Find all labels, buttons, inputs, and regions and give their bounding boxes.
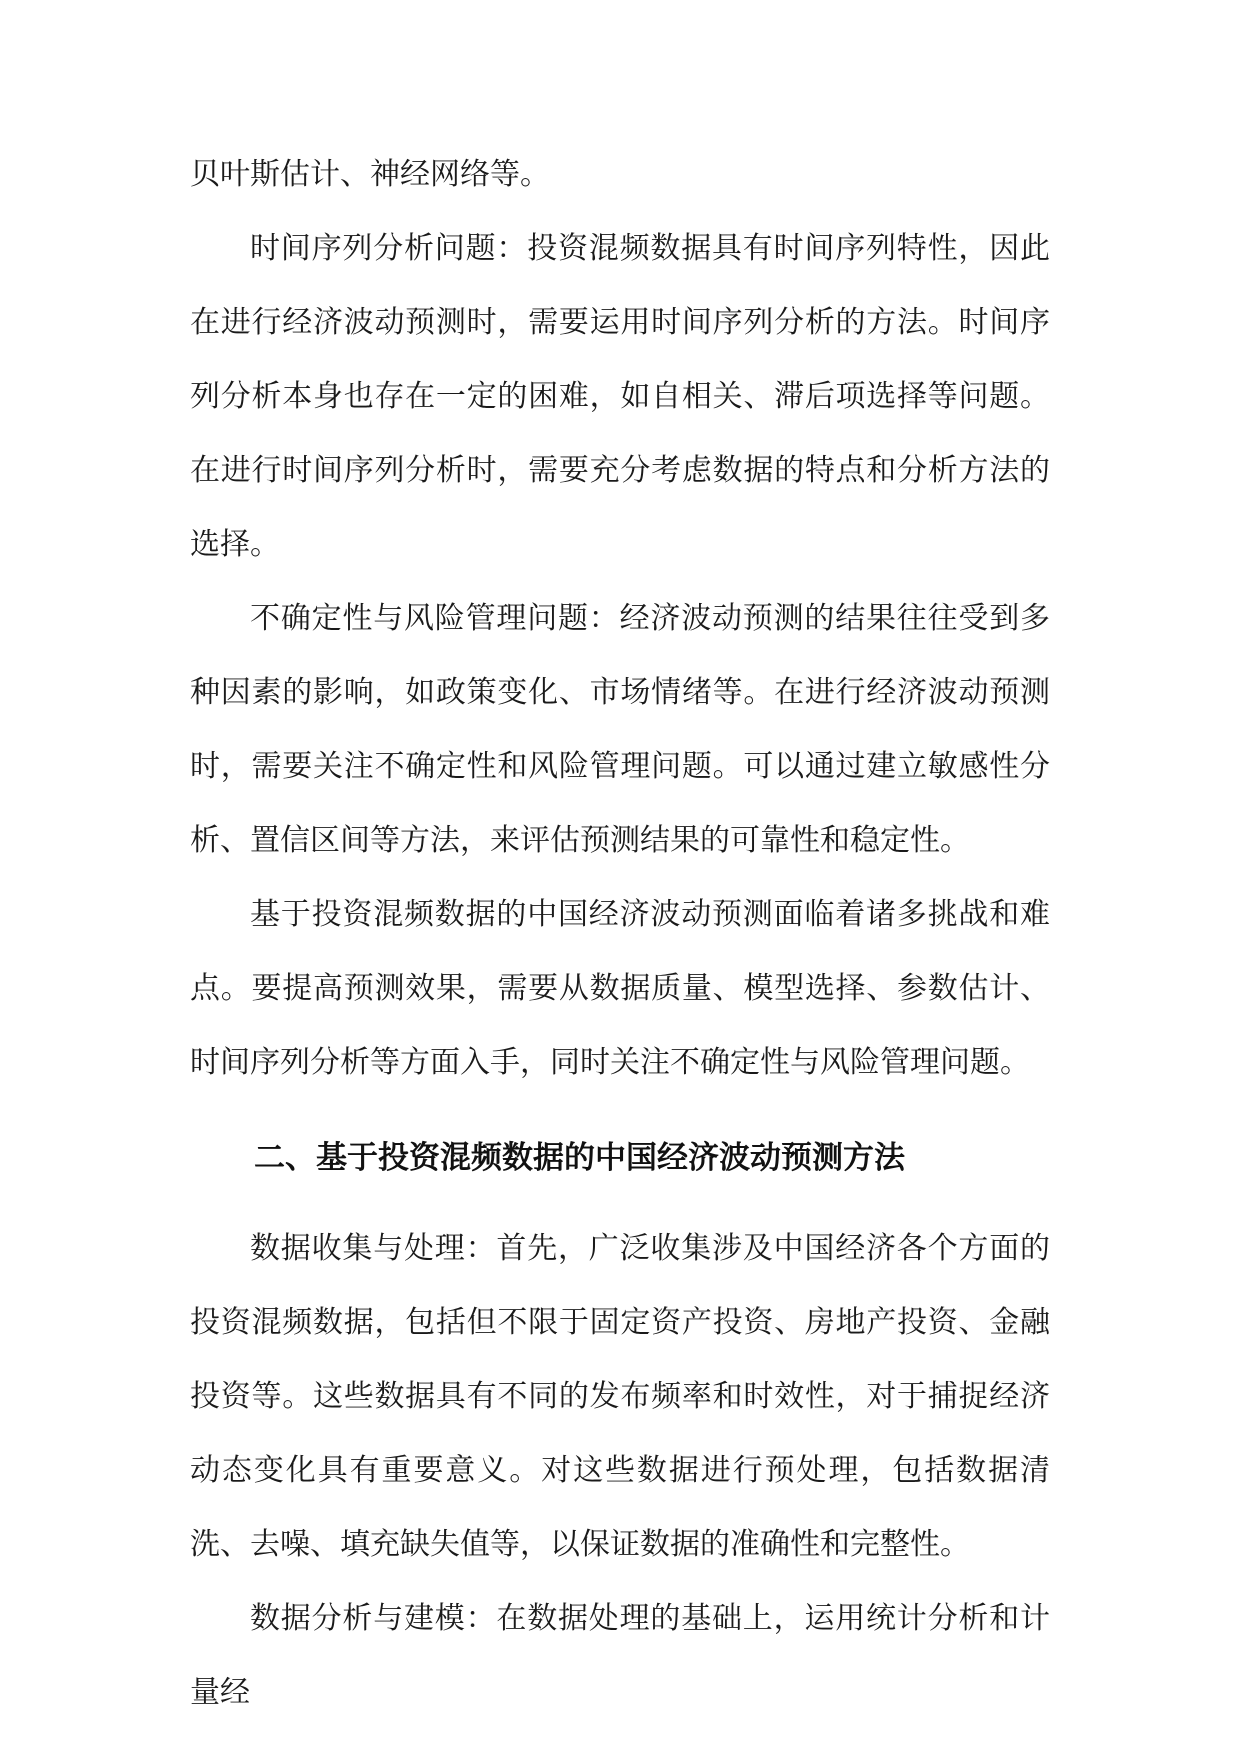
paragraph-time-series: 时间序列分析问题：投资混频数据具有时间序列特性，因此在进行经济波动预测时，需要运用时间序列分析的方法。时间序列分析本身也存在一定的困难，如自相关、滞后项选择等问题。在进行时间序列分析时，需要充分考虑数据的特点和分析方法的选择。 [190,231,1050,562]
document-body [190,138,1050,1730]
paragraph-summary: 基于投资混频数据的中国经济波动预测面临着诸多挑战和难点。要提高预测效果，需要从数据质量、模型选择、参数估计、时间序列分析等方面入手，同时关注不确定性与风险管理问题。 [190,897,1050,1080]
paragraph-continuation: 贝叶斯估计、神经网络等。 [190,157,550,192]
paragraph-data-modeling: 数据分析与建模：在数据处理的基础上，运用统计分析和计量经 [190,1601,1050,1710]
paragraph-uncertainty: 不确定性与风险管理问题：经济波动预测的结果往往受到多种因素的影响，如政策变化、市场情绪等。在进行经济波动预测时，需要关注不确定性和风险管理问题。可以通过建立敏感性分析、置信区间等方法，来评估预测结果的可靠性和稳定性。 [190,601,1050,858]
paragraph-data-collection: 数据收集与处理：首先，广泛收集涉及中国经济各个方面的投资混频数据，包括但不限于固定资产投资、房地产投资、金融投资等。这些数据具有不同的发布频率和时效性，对于捕捉经济动态变化具有重要意义。对这些数据进行预处理，包括数据清洗、去噪、填充缺失值等，以保证数据的准确性和完整性。 [190,1231,1050,1562]
section-heading: 二、基于投资混频数据的中国经济波动预测方法 [254,1140,905,1176]
